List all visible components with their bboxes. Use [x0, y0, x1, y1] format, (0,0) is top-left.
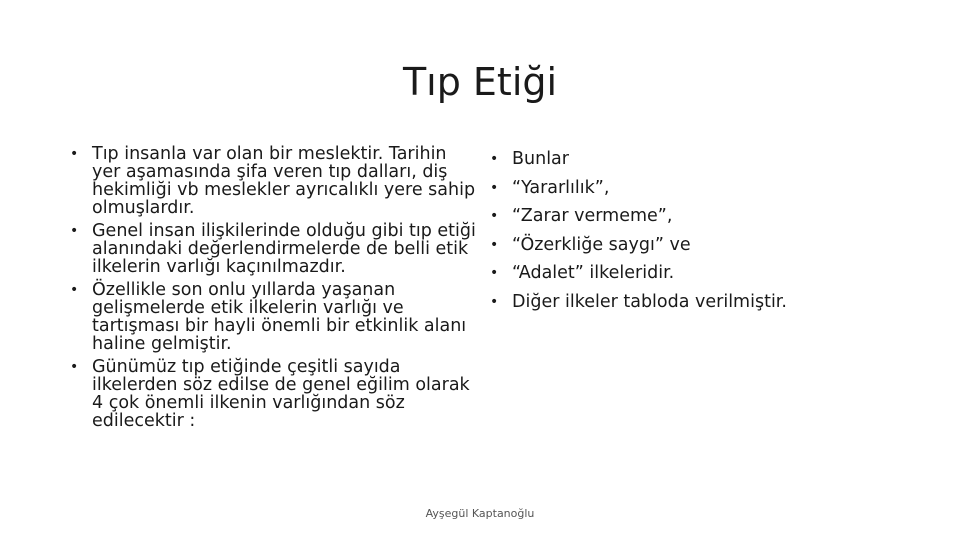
- bullet-text: “Yararlılık”,: [512, 177, 610, 198]
- slide-title: Tıp Etiği: [402, 60, 558, 104]
- bullet-icon: •: [490, 179, 499, 196]
- left-bullet-list: [60, 145, 480, 435]
- bullet-text: Tıp insanla var olan bir meslektir. Tarihin yer aşamasında şifa veren tıp dalları, diş hekimliği vb meslekler ayrıcalıklı yere sahip olmuşlardır.: [92, 144, 476, 218]
- bullet-icon: •: [490, 293, 499, 310]
- list-item: [60, 222, 480, 276]
- list-item: [490, 145, 810, 174]
- bullet-text: “Özerkliğe saygı” ve: [512, 234, 691, 255]
- list-item: [490, 231, 810, 260]
- bullet-icon: •: [490, 208, 499, 224]
- bullet-text: “Zarar vermeme”,: [512, 206, 673, 226]
- list-item: [60, 145, 480, 217]
- list-item: [490, 288, 810, 317]
- bullet-text: Bunlar: [512, 149, 569, 169]
- bullet-text: Özellikle son onlu yıllarda yaşanan gelişmelerde etik ilkelerin varlığı ve tartışması bir hayli önemli bir etkinlik alanı haline gelmiştir.: [92, 280, 467, 354]
- bullet-text: Diğer ilkeler tabloda verilmiştir.: [512, 291, 787, 312]
- bullet-icon: •: [490, 265, 499, 281]
- bullet-icon: •: [490, 236, 499, 253]
- list-item: [490, 259, 810, 288]
- bullet-text: Günümüz tıp etiğinde çeşitli sayıda ilkelerden söz edilse de genel eğilim olarak 4 çok önemli ilkenin varlığından söz edilecektir :: [92, 357, 470, 431]
- bullet-icon: •: [70, 359, 79, 375]
- list-item: [490, 202, 810, 231]
- list-item: [60, 281, 480, 353]
- list-item: [60, 358, 480, 430]
- bullet-icon: •: [490, 151, 499, 167]
- slide-footer: Ayşegül Kaptanoğlu: [425, 507, 535, 520]
- bullet-text: Genel insan ilişkilerinde olduğu gibi tıp etiği alanındaki değerlendirmelerde de belli etik ilkelerin varlığı kaçınılmazdır.: [92, 221, 476, 277]
- list-item: [490, 174, 810, 203]
- bullet-text: “Adalet” ilkeleridir.: [512, 263, 675, 283]
- bullet-icon: •: [70, 146, 79, 162]
- right-bullet-list: [490, 145, 810, 316]
- bullet-icon: •: [70, 282, 79, 298]
- bullet-icon: •: [70, 223, 79, 239]
